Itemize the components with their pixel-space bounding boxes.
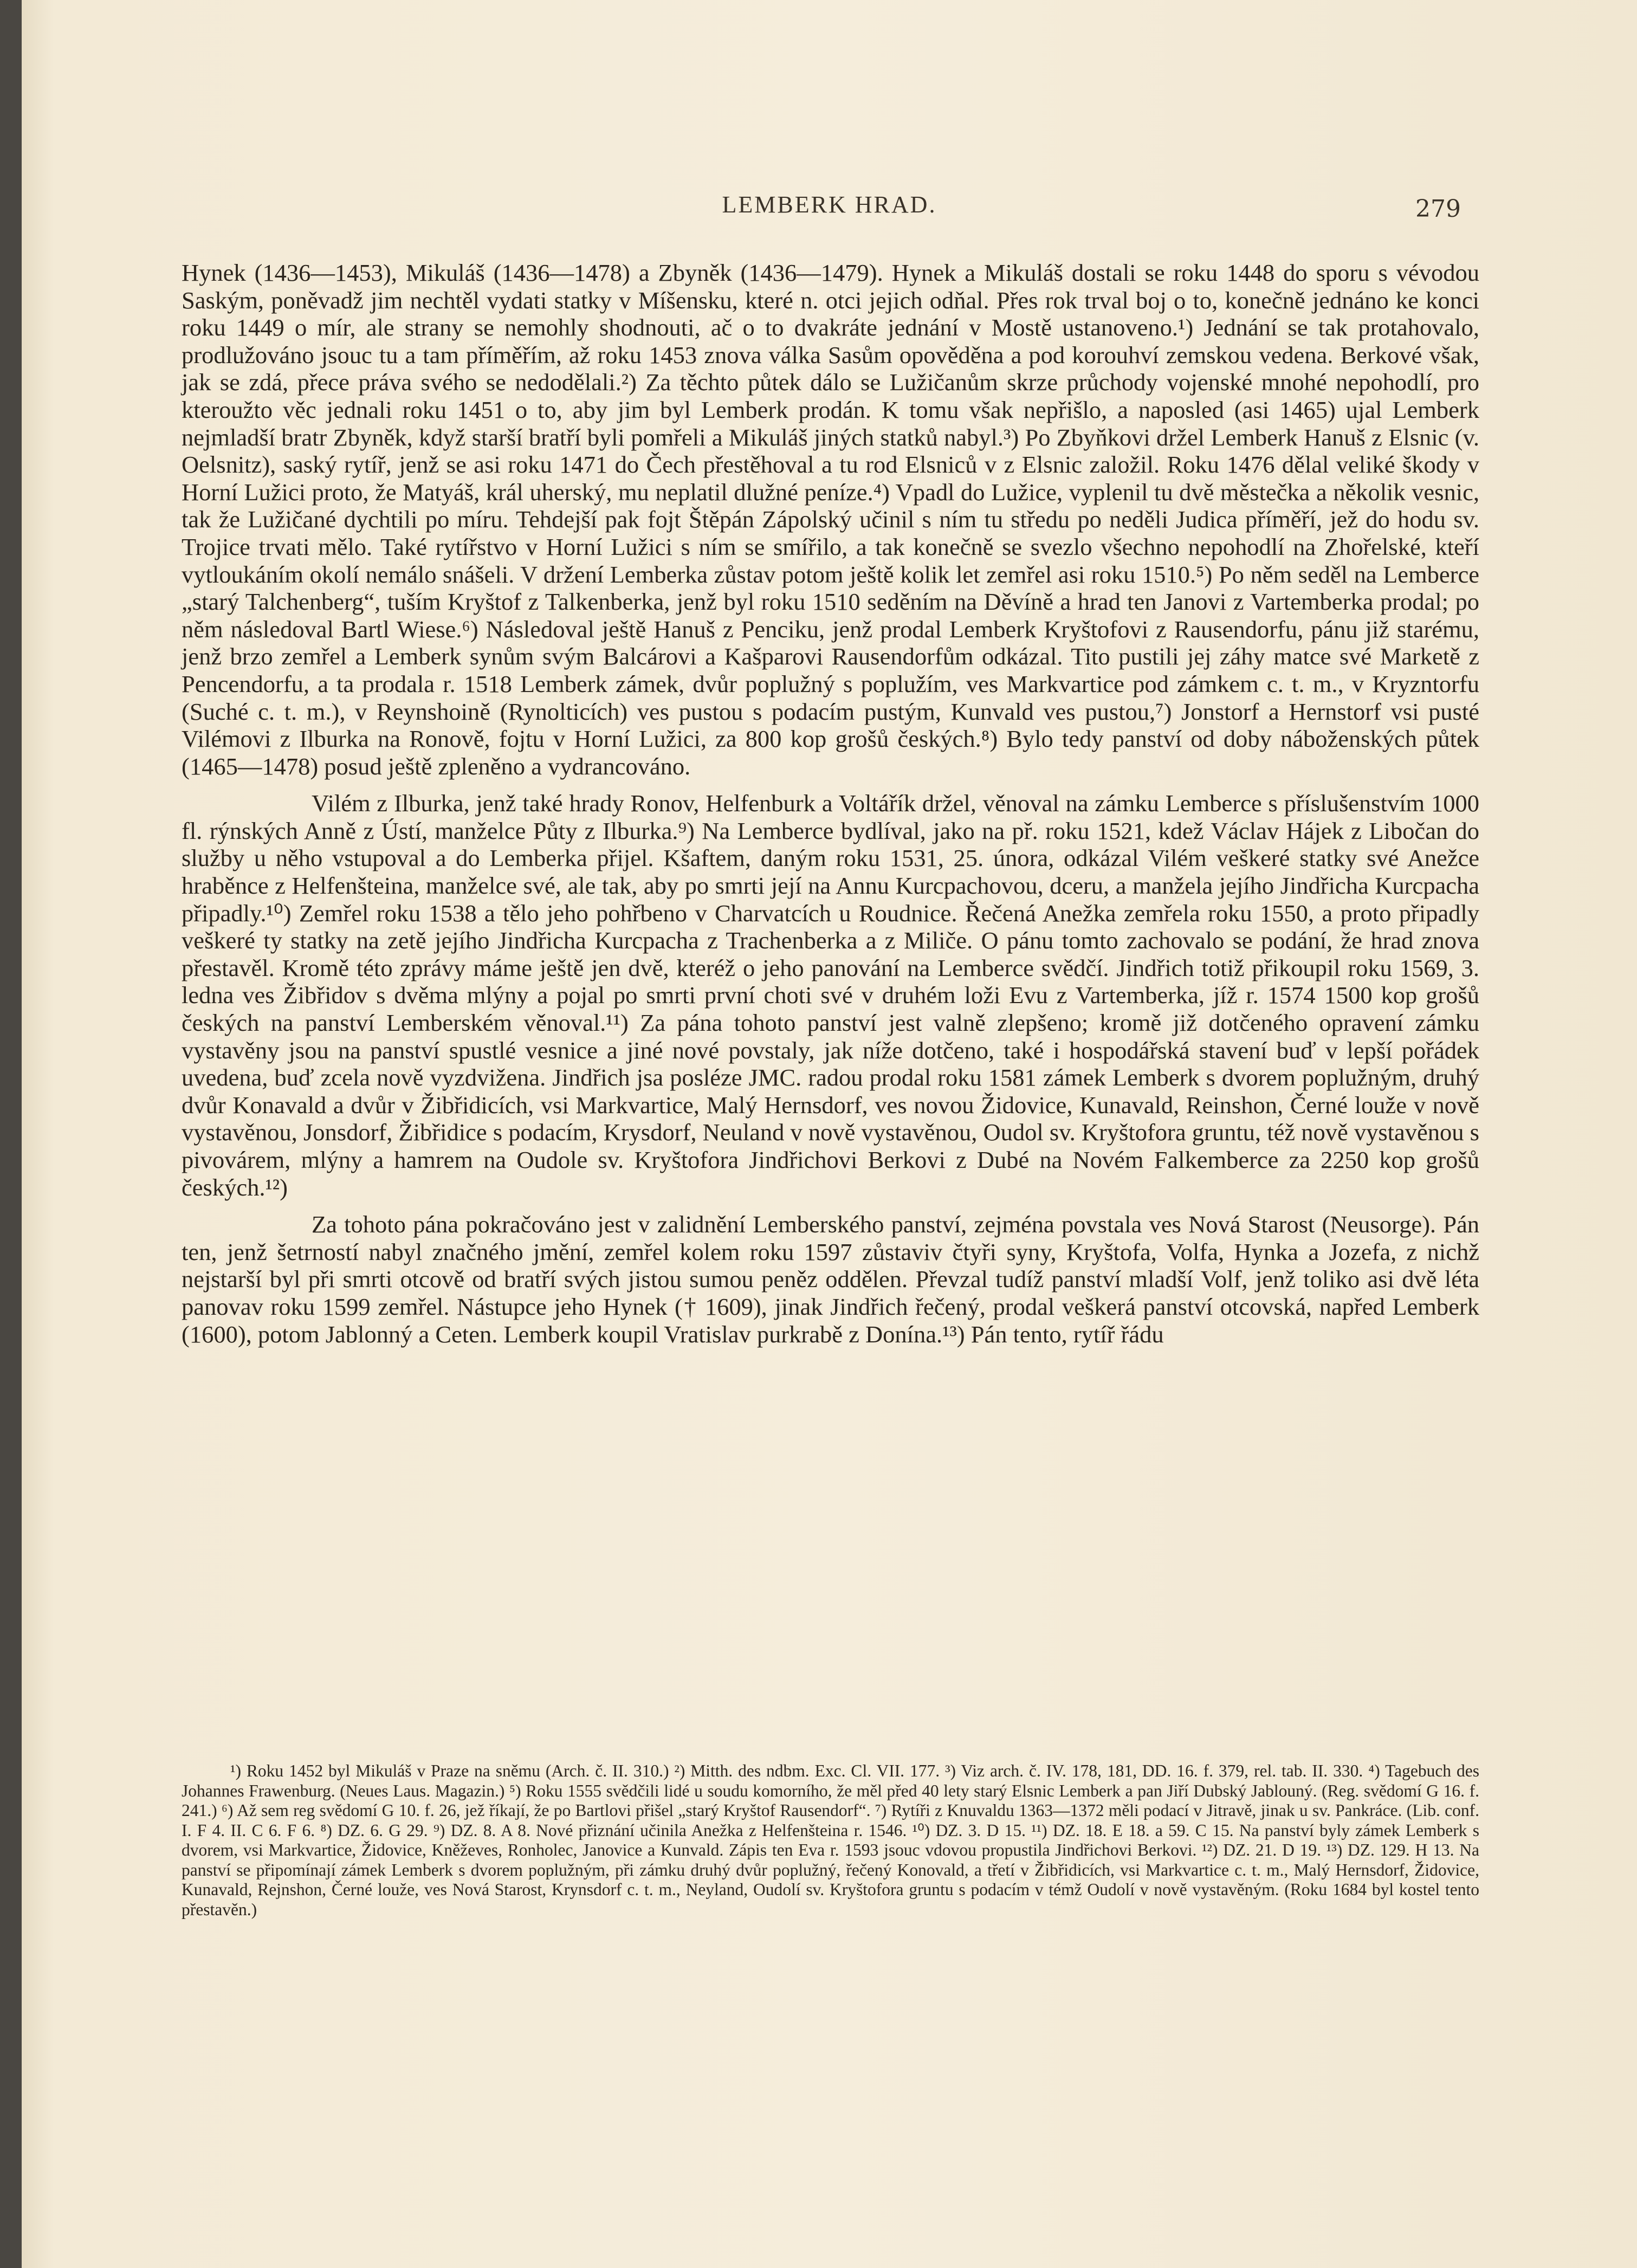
paragraph-2: Vilém z Ilburka, jenž také hrady Ronov, Helfenburk a Voltářík držel, věnoval na zámku Lemberce s příslušenstvím 1000 fl. rýnských Anně z Ústí, manželce Půty z Ilburka.⁹) Na Lemberce bydlíval, jako na př. roku 1521, kdež Václav Hájek z Libočan do služby u něho vstupoval a do Lemberka přijel. Kšaftem, daným roku 1531, 25. února, odkázal Vilém veškeré statky své Anežce hraběnce z Helfenšteina, manželce své, ale tak, aby po smrti její na Annu Kurcpachovou, dceru, a manžela jejího Jindřicha Kurcpacha připadly.¹⁰) Zemřel roku 1538 a tělo jeho pohřbeno v Charvatcích u Roudnice. Řečená Anežka zemřela roku 1550, a proto připadly veškeré ty statky na zetě jejího Jindřicha Kurcpacha z Trachenberka a z Miliče. O pánu tomto zachovalo se podání, že hrad znova přestavěl. Kromě této zprávy máme ještě jen dvě, kteréž o jeho panování na Lemberce svědčí. Jindřich totiž přikoupil roku 1569, 3. ledna ves Žibřidov s dvěma mlýny a pojal po smrti první choti své v druhém loži Evu z Vartemberka, jíž r. 1574 1500 kop grošů českých na panství Lemberském věnoval.¹¹) Za pána tohoto panství jest valně zlepšeno; kromě již dotčeného opravení zámku vystavěny jsou na panství spustlé vesnice a jiné nové povstaly, jak níže dotčeno, také i hospodářská stavení buď v lepší pořádek uvedena, buď zcela nově vyzdvižena. Jindřich jsa posléze JMC. radou prodal roku 1581 zámek Lemberk s dvorem poplužným, druhý dvůr Konavald a dvůr v Žibřidicích, vsi Markvartice, Malý Hernsdorf, ves novou Židovice, Kunavald, Reinshon, Černé louže v nově vystavěnou, Jonsdorf, Žibřidice s podacím, Krysdorf, Neuland v nově vystavěnou, Oudol sv. Kryštofora gruntu, též nově vystavěnou s pivovárem, mlýny a hamrem na Oudole sv. Kryštofora Jindřichovi Berkovi z Dubé na Novém Falkemberce za 2250 kop grošů českých.¹²)	[182, 790, 1479, 1201]
book-page	[22, 0, 1637, 2268]
paragraph-3: Za tohoto pána pokračováno jest v zalidnění Lemberského panství, zejména povstala ves Nová Starost (Neusorge). Pán ten, jenž šetrností nabyl značného jmění, zemřel kolem roku 1597 zůstaviv čtyři syny, Kryštofa, Volfa, Hynka a Jozefa, z nichž nejstarší byl při smrti otcově od bratří svých jistou sumou peněz oddělen. Převzal tudíž panství mladší Volf, jenž toliko asi dvě léta panovav roku 1599 zemřel. Nástupce jeho Hynek († 1609), jinak Jindřich řečený, prodal veškerá panství otcovská, napřed Lemberk (1600), potom Jablonný a Ceten. Lemberk koupil Vratislav purkrabě z Donína.¹³) Pán tento, rytíř řádu	[182, 1211, 1479, 1348]
page-number: 279	[1415, 195, 1461, 223]
page-header	[22, 191, 1637, 234]
main-text	[182, 259, 1479, 1358]
paragraph-1: Hynek (1436—1453), Mikuláš (1436—1478) a Zbyněk (1436—1479). Hynek a Mikuláš dostali se roku 1448 do sporu s vévodou Saským, poněvadž jim nechtěl vydati statky v Míšensku, které n. otci jejich odňal. Přes rok trval boj o to, konečně jednáno ke konci roku 1449 o mír, ale strany se nemohly shodnouti, ač o to dvakráte jednání v Mostě ustanoveno.¹) Jednání se tak protahovalo, prodlužováno jsouc tu a tam příměřím, až roku 1453 znova válka Sasům opověděna a pod korouhví zemskou vedena. Berkové však, jak se zdá, přece práva svého se nedodělali.²) Za těchto půtek dálo se Lužičanům skrze průchody vojenské mnohé nepohodlí, pro kteroužto věc jednali roku 1451 o to, aby jim byl Lemberk prodán. K tomu však nepřišlo, a naposled (asi 1465) ujal Lemberk nejmladší bratr Zbyněk, když starší bratří byli pomřeli a Mikuláš jiných statků nabyl.³) Po Zbyňkovi držel Lemberk Hanuš z Elsnic (v. Oelsnitz), saský rytíř, jenž se asi roku 1471 do Čech přestěhoval a tu rod Elsniců v z Elsnic založil. Roku 1476 dělal veliké škody v Horní Lužici proto, že Matyáš, král uherský, mu neplatil dlužné peníze.⁴) Vpadl do Lužice, vyplenil tu dvě městečka a několik vesnic, tak že Lužičané dychtili po míru. Tehdejší pak fojt Štěpán Zápolský učinil s ním tu středu po neděli Judica příměří, jež do hodu sv. Trojice trvati mělo. Také rytířstvo v Horní Lužici s ním se smířilo, a tak konečně se svezlo všechno nepohodlí na Zhořelské, kteří vytloukáním okolí nemálo snášeli. V držení Lemberka zůstav potom ještě kolik let zemřel asi roku 1510.⁵) Po něm seděl na Lemberce „starý Talchenberg“, tuším Kryštof z Talkenberka, jenž byl roku 1510 seděním na Děvíně a hrad ten Janovi z Vartemberka prodal; po něm následoval Bartl Wiese.⁶) Následoval ještě Hanuš z Penciku, jenž prodal Lemberk Kryštofovi z Rausendorfu, pánu již starému, jenž brzo zemřel a Lemberk synům svým Balcárovi a Kašparovi Rausendorfům odkázal. Tito pustili jej záhy matce své Marketě z Pencendorfu, a ta prodala r. 1518 Lemberk zámek, dvůr poplužný s poplužím, ves Markvartice pod zámkem c. t. m., v Kryzntorfu (Suché c. t. m.), v Reynshoině (Rynolticích) ves pustou s podacím pustým, Kunvald ves pustou,⁷) Jonstorf a Hernstorf vsi pusté Vilémovi z Ilburka na Ronově, fojtu v Horní Lužici, za 800 kop grošů českých.⁸) Bylo tedy panství od doby náboženských půtek (1465—1478) posud ještě zpleněno a vydrancováno.	[182, 259, 1479, 780]
footnotes	[182, 1761, 1479, 1920]
footnotes-text: ¹) Roku 1452 byl Mikuláš v Praze na sněmu (Arch. č. II. 310.) ²) Mitth. des ndbm. Exc. Cl. VII. 177. ³) Viz arch. č. IV. 178, 181, DD. 16. f. 379, rel. tab. II. 330. ⁴) Tagebuch des Johannes Frawenburg. (Neues Laus. Magazin.) ⁵) Roku 1555 svědčili lidé u soudu komorního, že měl před 40 lety starý Elsnic Lemberk a pan Jiří Dubský Jablouný. (Reg. svědomí G 16. f. 241.) ⁶) Až sem reg svědomí G 10. f. 26, jež říkají, že po Bartlovi přišel „starý Kryštof Rausendorf“. ⁷) Rytíři z Knuvaldu 1363—1372 měli podací v Jitravě, jinak u sv. Pankráce. (Lib. conf. I. F 4. II. C 6. F 6. ⁸) DZ. 6. G 29. ⁹) DZ. 8. A 8. Nové přiznání učinila Anežka z Helfenšteina r. 1546. ¹⁰) DZ. 3. D 15. ¹¹) DZ. 18. E 18. a 59. C 15. Na panství byly zámek Lemberk s dvorem, vsi Markvartice, Židovice, Kněževes, Ronholec, Janovice a Kunvald. Zápis ten Eva r. 1593 jsouc vdovou propustila Jindřichovi Berkovi. ¹²) DZ. 21. D 19. ¹³) DZ. 129. H 13. Na panství se připomínají zámek Lemberk s dvorem poplužným, při zámku druhý dvůr poplužný, řečený Konovald, a třetí v Žibřidicích, vsi Markvartice c. t. m., Malý Hernsdorf, Židovice, Kunavald, Rejnshon, Černé louže, ves Nová Starost, Krynsdorf c. t. m., Neyland, Oudolí sv. Kryštofora gruntu s podacím v témž Oudolí v nově vystavěným. (Roku 1684 byl kostel tento přestavěn.)	[182, 1761, 1479, 1919]
running-title: LEMBERK HRAD.	[722, 191, 937, 218]
